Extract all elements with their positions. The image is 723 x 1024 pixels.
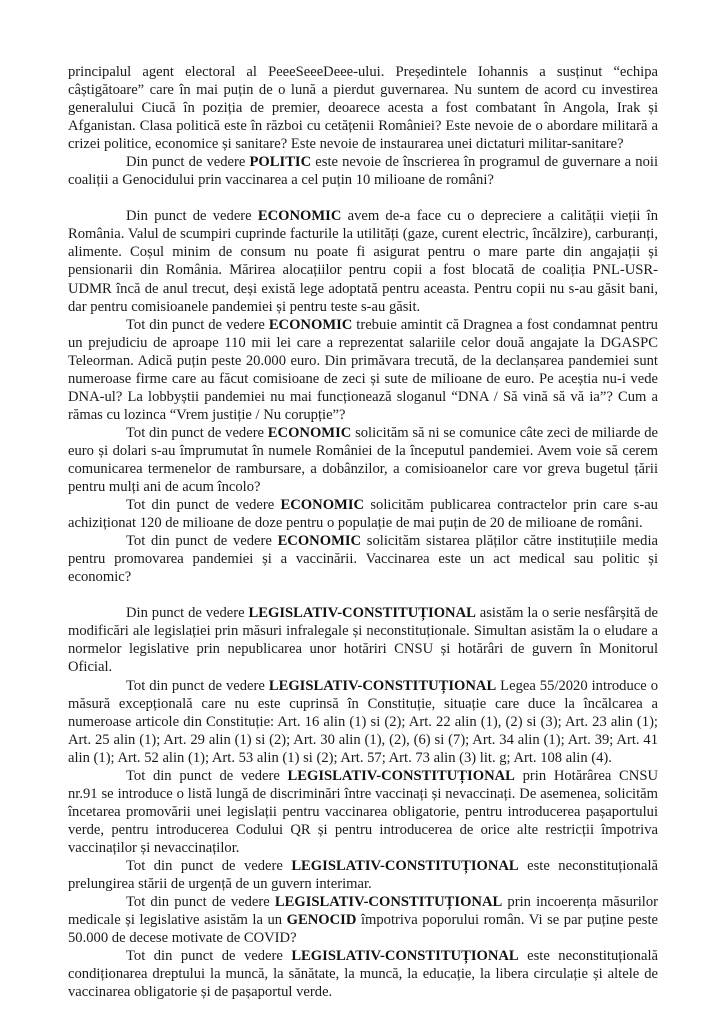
bold-keyword: GENOCID xyxy=(286,912,357,929)
text-run: prin Hotărârea CNSU nr.91 se introduce o listă lungă de discriminări între vaccinați și nevaccinați. De asemenea, solicităm încetarea promovării unei legislații pentru vaccinarea obligatorie, pentru introducerea pașaportului verde, pentru introducerea Codului QR și pentru introducerea de orice alte restricții împotriva vaccinaților și nevaccinaților. xyxy=(68,767,658,856)
bold-keyword: ECONOMIC xyxy=(267,424,352,441)
text-run: Tot din punct de vedere xyxy=(126,894,275,911)
bold-keyword: LEGISLATIV-CONSTITUȚIONAL xyxy=(274,894,503,911)
bold-keyword: ECONOMIC xyxy=(268,316,353,333)
text-run: Din punct de vedere xyxy=(126,605,249,622)
paragraph xyxy=(68,947,658,1001)
text-run: este nevoie de înscrierea în programul de guvernare a noii coaliții a Genocidului prin vaccinarea a cel puțin 10 milioane de români? xyxy=(68,154,658,189)
paragraph xyxy=(68,604,658,676)
document-page xyxy=(68,63,658,1001)
text-run: Legea 55/2020 introduce o măsură excepțională care nu este cuprinsă în Constituție, situație care duce la încălcarea a numeroase articole din Constituție: Art. 16 alin (1) si (2); Art. 22 alin (1), (2) si (3); Art. 23 alin (1); Art. 25 alin (1); Art. 29 alin (1) si (2); Art. 30 alin (1), (2), (6) si (7); Art. 34 alin (1); Art. 39; Art. 41 alin (1); Art. 52 alin (1); Art. 53 alin (1) si (2); Art. 57; Art. 73 alin (3) lit. g; Art. 108 alin (4). xyxy=(68,677,658,766)
bold-keyword: LEGISLATIV-CONSTITUȚIONAL xyxy=(291,857,519,874)
text-run: Tot din punct de vedere xyxy=(126,316,269,333)
text-run: solicităm sistarea plăților către instituțiile media pentru promovarea pandemiei și a vaccinării. Vaccinarea este un act medical sau politic și economic? xyxy=(68,533,658,586)
text-run: solicităm să ni se comunice câte zeci de miliarde de euro și dolari s-au împrumutat în numele României de la începutul pandemiei. Avem voie să cerem comunicarea termenelor de rambursare, a dobânzilor, a comisioanelor care vor greva bugetul țării pentru mulți ani de acum încolo? xyxy=(68,424,658,496)
text-run: este neconstituțională prelungirea stării de urgență de un guvern interimar. xyxy=(68,857,658,893)
bold-keyword: ECONOMIC xyxy=(277,533,362,550)
bold-keyword: LEGISLATIV-CONSTITUȚIONAL xyxy=(287,767,515,784)
paragraph xyxy=(68,532,658,586)
paragraph-spacer xyxy=(68,189,658,207)
text-run: împotriva poporului român. Vi se par puține peste 50.000 de decese motivate de COVID? xyxy=(68,912,659,947)
text-run: Tot din punct de vedere xyxy=(126,767,288,784)
text-run: Tot din punct de vedere xyxy=(126,857,292,874)
paragraph-spacer xyxy=(68,586,658,604)
text-run: prin incoerența măsurilor medicale și legislative asistăm la un xyxy=(68,894,658,929)
bold-keyword: POLITIC xyxy=(249,154,312,171)
text-run: Tot din punct de vedere xyxy=(126,533,278,550)
paragraph xyxy=(68,424,658,496)
text-run: Din punct de vedere xyxy=(126,154,250,171)
text-run: Tot din punct de vedere xyxy=(126,677,269,694)
text-run: solicităm publicarea contractelor prin care s-au achiziționat 120 de milioane de doze pentru o populație de mai puțin de 20 de milioane de români. xyxy=(68,497,658,532)
paragraph xyxy=(68,207,658,315)
bold-keyword: LEGISLATIV-CONSTITUȚIONAL xyxy=(248,605,476,622)
paragraph xyxy=(68,857,658,893)
text-run: este neconstituțională condiționarea dreptului la muncă, la sănătate, la muncă, la educație, la libera circulație și altele de vaccinarea obligatorie și de pașaportul verde. xyxy=(68,948,658,1001)
paragraph xyxy=(68,316,658,424)
paragraph xyxy=(68,63,658,153)
text-run: Tot din punct de vedere xyxy=(126,948,292,965)
bold-keyword: LEGISLATIV-CONSTITUȚIONAL xyxy=(268,677,497,694)
text-run: trebuie amintit că Dragnea a fost condamnat pentru un prejudiciu de aproape 110 mii lei care a reprezentat salariile celor două angajate la DGASPC Teleorman. Adică puțin peste 20.000 euro. Din primăvara trecută, de la declanșarea pandemiei sunt numeroase firme care au făcut comisioane de zeci și sute de milioane de euro. Pe aceștia nu-i vede DNA-ul? La lobbyștii pandemiei nu mai funcționează sloganul “DNA / Să vină să vă ia”? Cum a rămas cu lozinca “Vrem justiție / Nu corupție”? xyxy=(68,316,658,423)
text-run: asistăm la o serie nesfârșită de modificări ale legislației prin măsuri infralegale și neconstituționale. Simultan asistăm la o eludare a normelor legislative prin nepublicarea unor hotăriri CNSU și hotărâri de guvern în Monitorul Oficial. xyxy=(68,605,658,676)
text-run: Tot din punct de vedere xyxy=(126,497,281,514)
paragraph xyxy=(68,767,658,857)
bold-keyword: ECONOMIC xyxy=(257,208,342,225)
paragraph xyxy=(68,677,658,767)
bold-keyword: ECONOMIC xyxy=(280,497,365,514)
text-run: Din punct de vedere xyxy=(126,208,258,225)
text-run: avem de-a face cu o depreciere a calității vieții în România. Valul de scumpiri cuprinde facturile la utilități (gaze, curent electric, încălzire), carburanți, alimente. Coșul minim de consum nu poate fi asigurat pentru o mare parte din angajații și pensionarii din România. Mărirea alocațiilor pentru copii a fost blocată de coaliția PNL-USR-UDMR încă de anul trecut, deși există lege adoptată pentru aceasta. Pentru copii nu s-au găsit bani, dar pentru comisioanele pandemiei și pentru teste s-au găsit. xyxy=(68,208,658,315)
paragraph xyxy=(68,496,658,532)
text-run: Tot din punct de vedere xyxy=(126,424,268,441)
paragraph xyxy=(68,893,658,947)
text-run: principalul agent electoral al PeeeSeeeDeee-ului. Președintele Iohannis a susținut “echipa câștigătoare” care în mai puțin de o lună a pierdut guvernarea. Nu suntem de acord cu investirea generalului Ciucă în poziția de premier, deoarece acesta a fost combatant în Angola, Irak și Afganistan. Clasa politică este în război cu cetățenii României? Este nevoie de o abordare militară a crizei politice, economice și sanitare? Este nevoie de instaurarea unei dictaturi militar-sanitare? xyxy=(68,64,658,153)
bold-keyword: LEGISLATIV-CONSTITUȚIONAL xyxy=(291,948,519,965)
paragraph xyxy=(68,153,658,189)
